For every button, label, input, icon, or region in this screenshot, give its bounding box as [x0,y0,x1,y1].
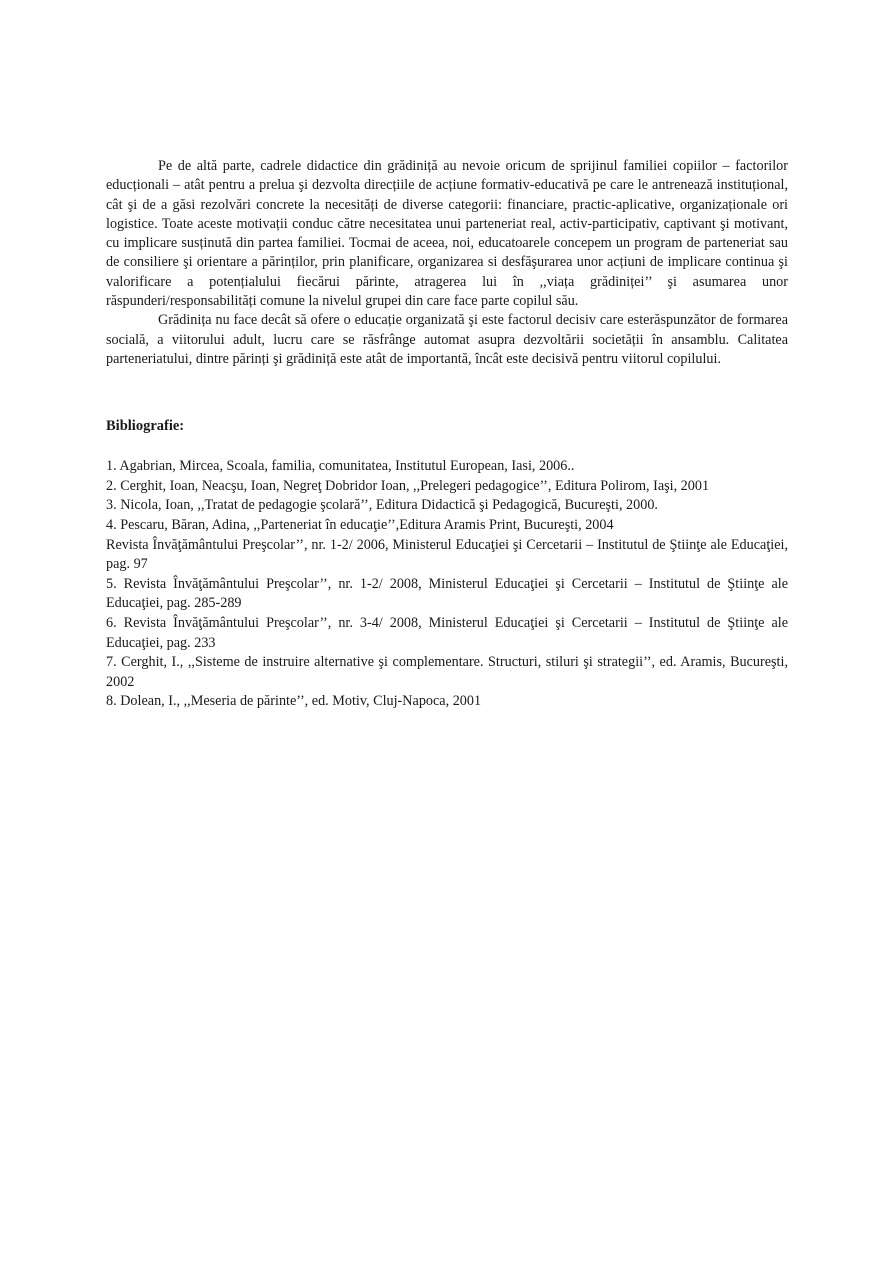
bibliography-item: 6. Revista Învăţământului Preşcolar’’, nr. 3-4/ 2008, Ministerul Educaţiei şi Cercetarii – Institutul de Ştiinţe ale Educaţiei, pag. 233 [106,615,788,651]
body-paragraph-2: Grădinița nu face decât să ofere o educație organizată şi este factorul decisiv care esterăspunzător de formarea socială, a viitorului adult, lucru care se răsfrânge automat asupra dezvoltării societății în ansamblu. Calitatea parteneriatului, dintre părinți şi grădiniță este atât de importantă, încât este decisivă pentru viitorul copilului. [106,312,788,367]
body-paragraph-1: Pe de altă parte, cadrele didactice din grădiniță au nevoie oricum de sprijinul familiei copiilor – factorilor educționali – atât pentru a prelua şi dezvolta direcțiile de acțiune formativ-educativă pe care le antrenează instituțional, cât şi de a găsi rezolvări concrete la necesități de diverse categorii: financiare, practic-aplicative, organizaționale ori logistice. Toate aceste motivații conduc către necesitatea unui parteneriat real, activ-participativ, captivant şi motivant, cu implicare susținută din partea familiei. Tocmai de aceea, noi, educatoarele concepem un program de parteneriat sau de consiliere şi orientare a părinților, prin planificare, organizarea si desfăşurarea unor acțiuni de implicare continua şi valorificare a potențialului fiecărui părinte, atragerea lui în ,,viața grădiniței’’ şi asumarea unor răspunderi/responsabilități comune la nivelul grupei din care face parte copilul său. [106,158,788,310]
bibliography-item: 2. Cerghit, Ioan, Neacşu, Ioan, Negreţ Dobridor Ioan, ,,Prelegeri pedagogice’’, Editura Polirom, Iaşi, 2001 [106,477,710,494]
bibliography-item: 8. Dolean, I., ,,Meseria de părinte’’, ed. Motiv, Cluj-Napoca, 2001 [106,693,482,710]
bibliography-item: Revista Învăţământului Preşcolar’’, nr. 1-2/ 2006, Ministerul Educaţiei şi Cercetarii – Institutul de Ştiinţe ale Educaţiei, pag. 97 [106,536,788,573]
bibliography-heading: Bibliografie: [106,418,185,435]
bibliography-item: 3. Nicola, Ioan, ,,Tratat de pedagogie şcolară’’, Editura Didactică şi Pedagogică, Bucureşti, 2000. [106,497,658,514]
document-page [106,157,788,712]
bibliography-item: 1. Agabrian, Mircea, Scoala, familia, comunitatea, Institutul European, Iasi, 2006.. [106,458,575,475]
bibliography-list [106,457,788,712]
bibliography-item: 5. Revista Învăţământului Preşcolar’’, nr. 1-2/ 2008, Ministerul Educaţiei şi Cercetarii – Institutul de Ştiinţe ale Educaţiei, pag. 285-289 [106,575,788,612]
bibliography-item: 4. Pescaru, Băran, Adina, ,,Parteneriat în educaţie’’,Editura Aramis Print, Bucureşti, 2004 [106,517,614,534]
bibliography-item: 7. Cerghit, I., ,,Sisteme de instruire alternative şi complementare. Structuri, stiluri şi strategii’’, ed. Aramis, Bucureşti, 2002 [106,654,788,690]
